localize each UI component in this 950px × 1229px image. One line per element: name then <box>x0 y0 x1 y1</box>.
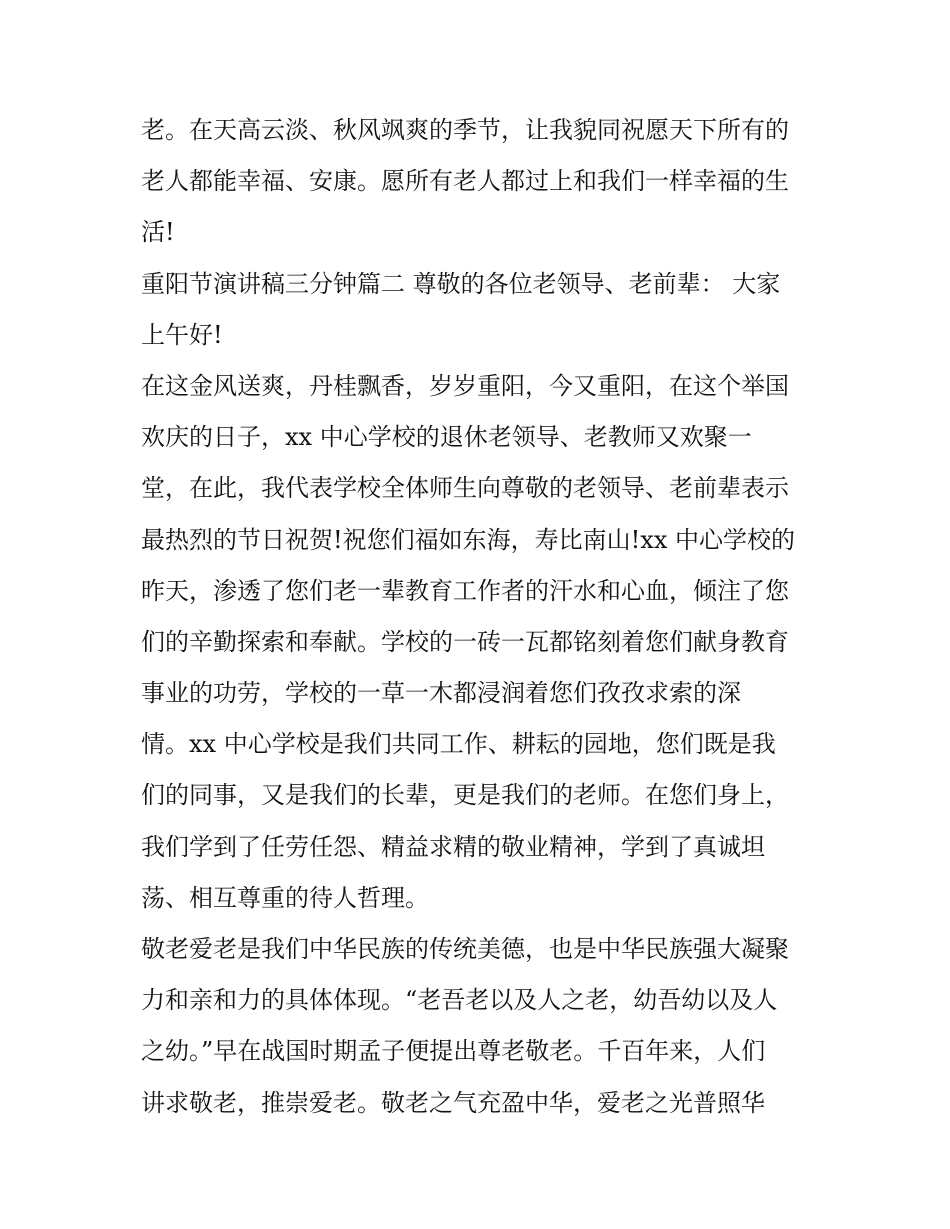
text-line: 力和亲和力的具体体现。“老吾老以及人之老，幼吾幼以及人 <box>141 986 778 1015</box>
text-line: 之幼。”早在战国时期孟子便提出尊老敬老。千百年来，人们 <box>141 1037 766 1066</box>
text-line: 荡、相互尊重的待人哲理。 <box>141 883 429 912</box>
text-line: 堂，在此，我代表学校全体师生向尊敬的老领导、老前辈表示 <box>141 474 789 503</box>
text-line: 我们学到了任劳任怨、精益求精的敬业精神，学到了真诚坦 <box>141 832 765 861</box>
text-line: 们的辛勤探索和奉献。学校的一砖一瓦都铭刻着您们献身教育 <box>141 627 789 656</box>
text-line: 昨天，渗透了您们老一辈教育工作者的汗水和心血，倾注了您 <box>141 576 789 605</box>
text-line: 老。在天高云淡、秋风飒爽的季节，让我貌同祝愿天下所有的 <box>141 116 789 144</box>
text-line: 最热烈的节日祝贺!祝您们福如东海，寿比南山!xx 中心学校的 <box>141 525 795 554</box>
text-line: 活! <box>141 218 175 247</box>
text-line: 在这金风送爽，丹桂飘香，岁岁重阳，今又重阳，在这个举国 <box>141 371 789 400</box>
text-line: 敬老爱老是我们中华民族的传统美德，也是中华民族强大凝聚 <box>141 935 789 963</box>
text-line: 们的同事，又是我们的长辈，更是我们的老师。在您们身上， <box>141 781 789 810</box>
text-line: 老人都能幸福、安康。愿所有老人都过上和我们一样幸福的生 <box>141 167 789 196</box>
text-line: 欢庆的日子，xx 中心学校的退休老领导、老教师又欢聚一 <box>141 423 752 452</box>
section-heading-line: 重阳节演讲稿三分钟篇二 尊敬的各位老领导、老前辈： 大家 <box>141 269 781 298</box>
text-line: 上午好! <box>141 320 223 349</box>
text-line: 情。xx 中心学校是我们共同工作、耕耘的园地，您们既是我 <box>141 730 776 759</box>
text-line: 事业的功劳，学校的一草一木都浸润着您们孜孜求索的深 <box>141 679 741 708</box>
document-body <box>141 105 821 1129</box>
text-line: 讲求敬老，推崇爱老。敬老之气充盈中华，爱老之光普照华 <box>141 1088 765 1117</box>
